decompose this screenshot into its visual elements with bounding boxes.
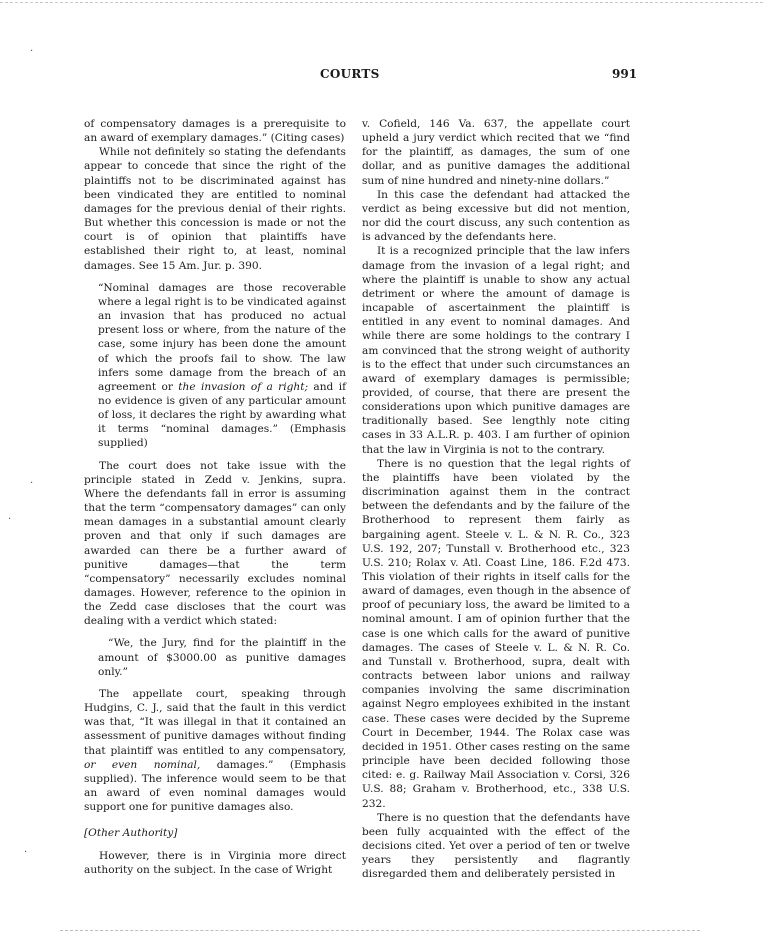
verdict-quote: “We, the Jury, find for the plaintiff in the amount of $3000.00 as punitive damages only.” bbox=[98, 637, 346, 678]
scan-speck: · bbox=[30, 478, 34, 489]
scan-speck: · bbox=[24, 847, 28, 858]
paragraph: It is a recognized principle that the law infers damage from the invasion of a legal right; and where the plaintiff is unable to show any actual detriment or where the amount of damage is incapable of ascertainment the plaintiff is entitled in any event to nominal damages. And while there are some holdings to the contrary I am convinced that the strong weight of authority is to the effect that under such circumstances an award of exemplary damages is permissible; provided, of course, that there are present the considerations upon which punitive damages are traditionally based. See lengthly note citing cases in 33 A.L.R. p. 403. I am further of opinion that the law in Virginia is not to the contrary. bbox=[362, 245, 630, 456]
paragraph: However, there is in Virginia more direct authority on the subject. In the case of Wright bbox=[84, 849, 346, 876]
page-number: 991 bbox=[612, 67, 638, 81]
emphasis: the invasion of a right; bbox=[178, 380, 309, 393]
paragraph: There is no question that the legal rights of the plaintiffs have been violated by the discrimination against them in the contract between the defendants and by the failure of the Brotherhood to represent them fairly as bargaining agent. Steele v. L. & N. R. Co., 323 U.S. 192, 207; Tunstall v. Brotherhood etc., 323 U.S. 210; Rolax v. Atl. Coast Line, 186. F.2d 473. This violation of their rights in itself calls for the award of damages, even though in the absence of proof of pecuniary loss, the award be limited to a nominal amount. I am of opinion further that the case is one which calls for the award of punitive damages. The cases of Steele v. L. & N. R. Co. and Tunstall v. Brotherhood, supra, dealt with contracts between labor unions and railway companies involving the same discrimination against Negro employees exhibited in the instant case. These cases were decided by the Supreme Court in December, 1944. The Rolax case was decided in 1951. Other cases resting on the same principle have been decided following those cited: e. g. Railway Mail Association v. Corsi, 326 U.S. 88; Graham v. Brotherhood, etc., 338 U.S. 232. bbox=[362, 457, 630, 810]
paragraph: v. Cofield, 146 Va. 637, the appellate court upheld a jury verdict which recited that we “find for the plaintiff, as damages, the sum of one dollar, and as punitive damages the additional sum of nine hundred and ninety-nine dollars.” bbox=[362, 118, 630, 187]
scan-speck: · bbox=[8, 514, 12, 525]
paragraph: There is no question that the defendants have been fully acquainted with the effect of the decisions cited. Yet over a period of ten or twelve years they persistently and flagrantly disregarded them and deliberately persisted in bbox=[362, 811, 630, 881]
paragraph: While not definitely so stating the defendants appear to concede that since the right of the plaintiffs not to be discriminated against has been vindicated they are entitled to nominal damages for the previous denial of their rights. But whether this concession is made or not the court is of opinion that plaintiffs have established their right to, at least, nominal damages. See 15 Am. Jur. p. 390. bbox=[84, 146, 346, 272]
paragraph: In this case the defendant had attacked the verdict as being excessive but did not mention, nor did the court discuss, any such contention as is advanced by the defendants here. bbox=[362, 188, 630, 244]
left-column bbox=[84, 117, 346, 877]
scan-speck: · bbox=[30, 46, 34, 57]
section-subheading: [Other Authority] bbox=[84, 827, 178, 840]
emphasis: or even nominal, bbox=[84, 758, 201, 771]
paragraph: The appellate court, speaking through Hudgins, C. J., said that the fault in this verdict was that, “It was illegal in that it contained an assessment of punitive damages without finding that plaintiff was entitled to any compensatory, or even nominal, damages.” (Emphasis supplied). The inference would seem to be that an award of even nominal damages would support one for punitive damages also. bbox=[84, 687, 346, 814]
right-column bbox=[362, 117, 630, 881]
running-head: COURTS bbox=[320, 67, 380, 81]
block-quote: “Nominal damages are those recoverable where a legal right is to be vindicated against an invasion that has produced no actual present loss or where, from the nature of the case, some injury has been done the amount of which the proofs fail to show. The law infers some damage from the breach of an agreement or the invasion of a right; and if no evidence is given of any particular amount of loss, it declares the right by awarding what it terms “nominal damages.” (Emphasis supplied) bbox=[98, 281, 346, 450]
scan-bottom-edge bbox=[60, 930, 700, 931]
paragraph: of compensatory damages is a prerequisite to an award of exemplary damages.” (Citing cases) bbox=[84, 118, 346, 145]
paragraph: The court does not take issue with the principle stated in Zedd v. Jenkins, supra. Where the defendants fall in error is assuming that the term “compensatory damages” can only mean damages in a substantial amount clearly proven and that only if such damages are awarded can there be a further award of punitive damages—that the term “compensatory” necessarily excludes nominal damages. However, reference to the opinion in the Zedd case discloses that the court was dealing with a verdict which stated: bbox=[84, 459, 346, 628]
scan-top-edge bbox=[0, 2, 763, 3]
